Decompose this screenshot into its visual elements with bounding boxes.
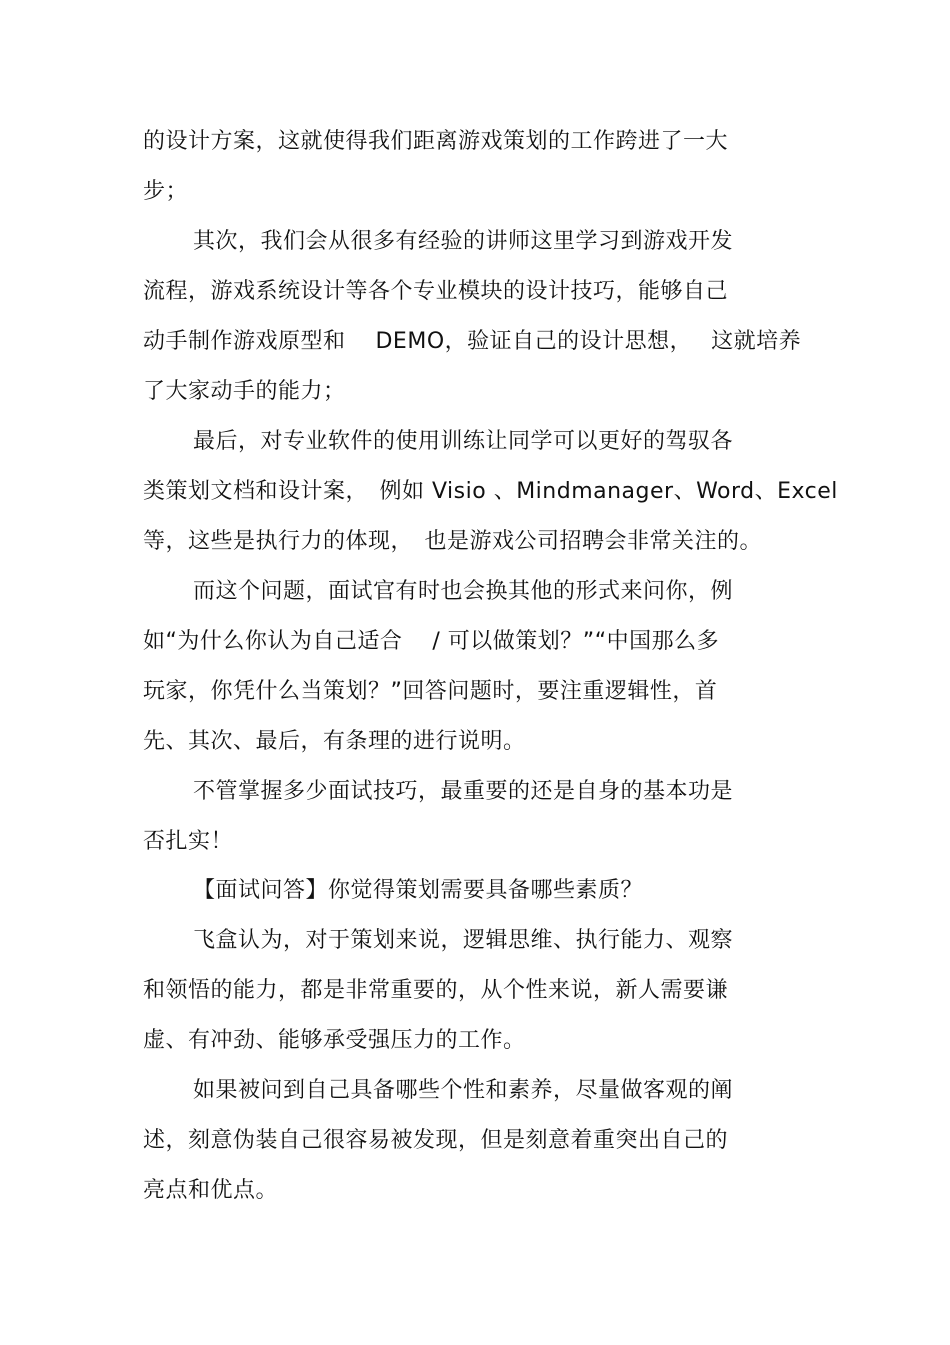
text-line: 步； [143,179,189,204]
text-line: 如“为什么你认为自己适合 / 可以做策划？”“中国那么多 [143,629,720,654]
text-line: 了大家动手的能力； [143,379,346,404]
text-line: 飞盒认为，对于策划来说，逻辑思维、执行能力、观察 [193,928,734,953]
text-line: 而这个问题，面试官有时也会换其他的形式来问你，例 [193,579,734,604]
text-line: 其次，我们会从很多有经验的讲师这里学习到游戏开发 [193,229,734,254]
text-line: 的设计方案，这就使得我们距离游戏策划的工作跨进了一大 [143,129,729,154]
text-line: 虚、有冲劲、能够承受强压力的工作。 [143,1028,526,1053]
text-line: 先、其次、最后，有条理的进行说明。 [143,729,526,754]
text-line: 述，刻意伪装自己很容易被发现，但是刻意着重突出自己的 [143,1128,729,1153]
text-line: 等，这些是执行力的体现， 也是游戏公司招聘会非常关注的。 [143,529,763,554]
text-line: 最后，对专业软件的使用训练让同学可以更好的驾驭各 [193,429,734,454]
text-line: 玩家，你凭什么当策划？”回答问题时，要注重逻辑性，首 [143,679,718,704]
text-line: 流程，游戏系统设计等各个专业模块的设计技巧，能够自己 [143,279,729,304]
text-line: 类策划文档和设计案， 例如 Visio 、Mindmanager、Word、Excel [143,479,838,504]
text-line: 如果被问到自己具备哪些个性和素养，尽量做客观的阐 [193,1078,734,1103]
text-line: 和领悟的能力，都是非常重要的，从个性来说，新人需要谦 [143,978,729,1003]
text-line: 亮点和优点。 [143,1178,279,1203]
section-heading: 【面试问答】你觉得策划需要具备哪些素质？ [193,878,644,903]
text-line: 不管掌握多少面试技巧，最重要的还是自身的基本功是 [193,779,734,804]
text-line: 动手制作游戏原型和 DEMO，验证自己的设计思想， 这就培养 [143,329,802,354]
text-line: 否扎实！ [143,829,234,854]
